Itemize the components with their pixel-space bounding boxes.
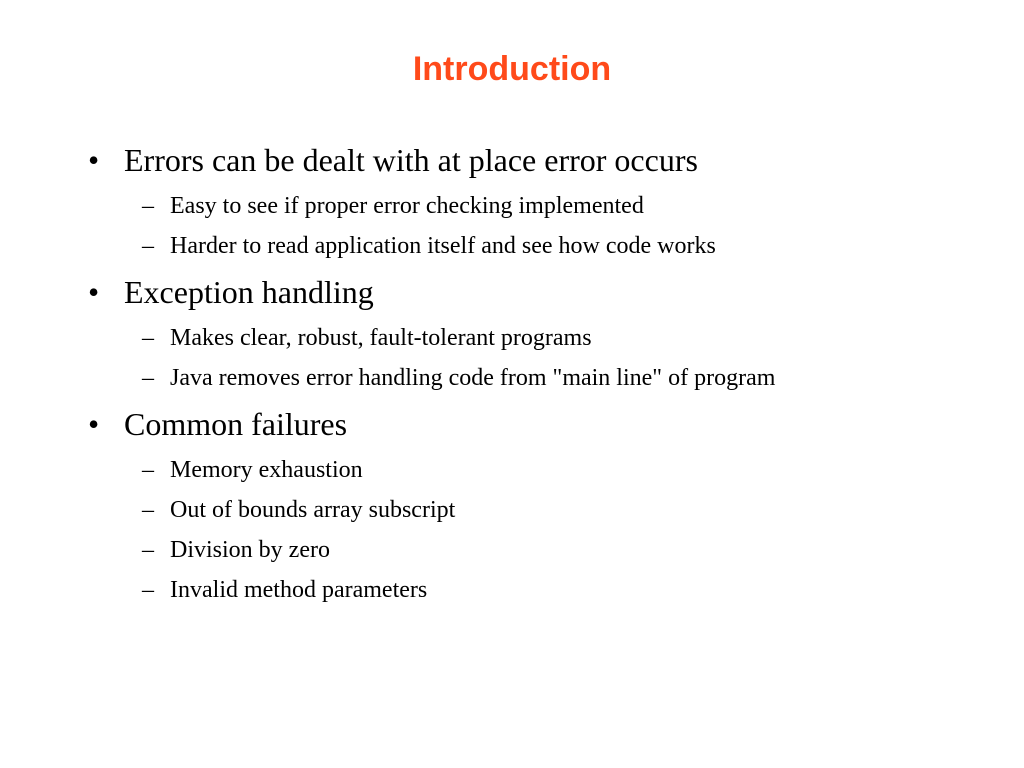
bullet-item — [88, 138, 988, 182]
bullet-dot-icon: • — [88, 274, 100, 310]
sub-dash-icon: – — [142, 233, 154, 259]
sub-dash-icon: – — [142, 325, 154, 351]
sub-text: Harder to read application itself and see how code works — [170, 233, 716, 259]
sub-text: Invalid method parameters — [170, 577, 428, 603]
slide-title: Introduction — [412, 50, 612, 88]
sub-item — [88, 190, 988, 222]
sub-text: Memory exhaustion — [170, 457, 363, 483]
bullet-dot-icon: • — [88, 142, 100, 178]
bullet-dot-icon: • — [88, 406, 100, 442]
sub-item — [88, 230, 988, 262]
sub-text: Out of bounds array subscript — [170, 497, 456, 523]
bullet-item — [88, 402, 988, 446]
sub-item — [88, 322, 988, 354]
slide-content — [88, 138, 988, 606]
sub-item — [88, 454, 988, 486]
sub-item — [88, 574, 988, 606]
bullet-group — [88, 270, 988, 394]
sub-item — [88, 534, 988, 566]
sub-dash-icon: – — [142, 537, 154, 563]
bullet-group — [88, 402, 988, 606]
sub-dash-icon: – — [142, 577, 154, 603]
sub-text: Java removes error handling code from "main line" of program — [170, 365, 776, 391]
bullet-item — [88, 270, 988, 314]
sub-dash-icon: – — [142, 497, 154, 523]
sub-text: Division by zero — [170, 537, 330, 563]
sub-item — [88, 362, 988, 394]
bullet-text: Exception handling — [124, 274, 374, 310]
sub-text: Easy to see if proper error checking implemented — [170, 193, 644, 219]
sub-item — [88, 494, 988, 526]
bullet-text: Errors can be dealt with at place error occurs — [124, 142, 698, 178]
bullet-group — [88, 138, 988, 262]
sub-dash-icon: – — [142, 193, 154, 219]
sub-dash-icon: – — [142, 365, 154, 391]
bullet-text: Common failures — [124, 406, 348, 442]
sub-dash-icon: – — [142, 457, 154, 483]
sub-text: Makes clear, robust, fault-tolerant programs — [170, 325, 592, 351]
